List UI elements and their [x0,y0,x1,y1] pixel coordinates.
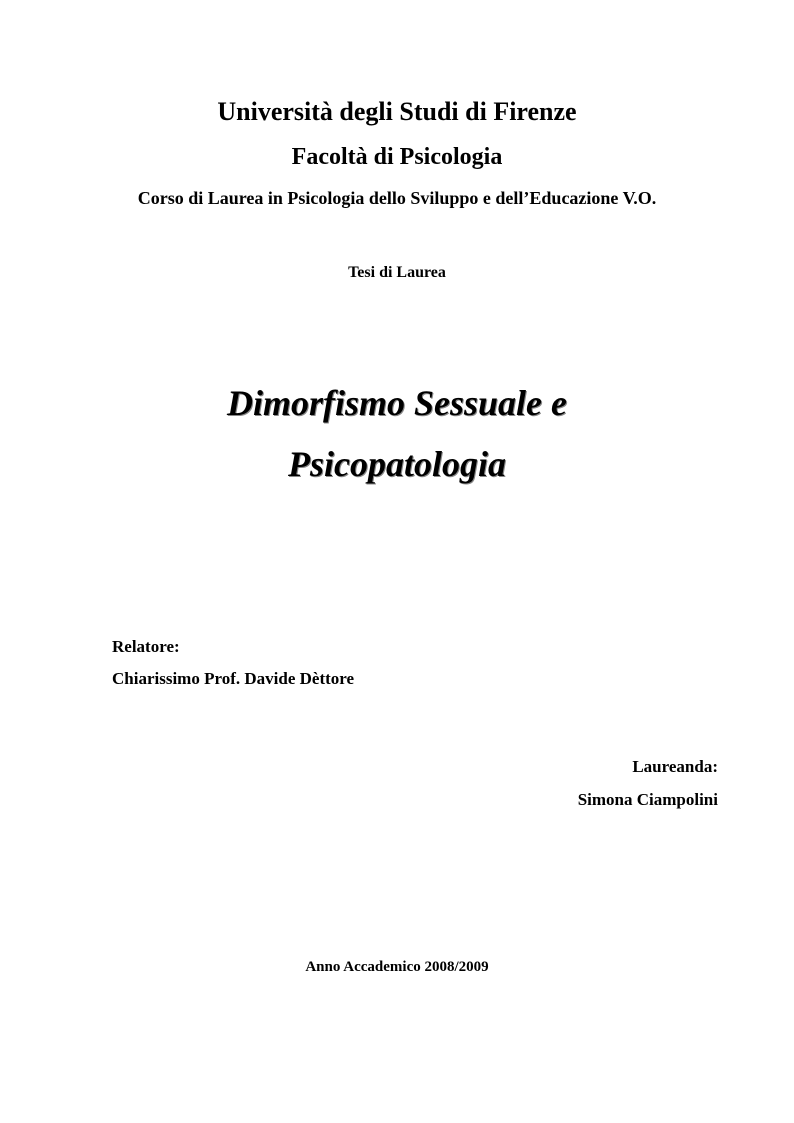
supervisor-name: Chiarissimo Prof. Davide Dèttore [112,669,355,688]
faculty-name: Facoltà di Psicologia [291,144,503,170]
academic-year: Anno Accademico 2008/2009 [305,959,489,975]
course-name: Corso di Laurea in Psicologia dello Sviluppo e dell’Educazione V.O. [137,188,657,208]
thesis-title-line-1: Dimorfismo Sessuale e [226,383,567,423]
supervisor-label: Relatore: [112,637,180,656]
candidate-name: Simona Ciampolini [577,790,718,809]
candidate-label: Laureanda: [632,757,718,776]
thesis-type-label: Tesi di Laurea [348,264,446,281]
thesis-title-line-2: Psicopatologia [288,444,506,484]
university-name: Università degli Studi di Firenze [217,97,577,126]
